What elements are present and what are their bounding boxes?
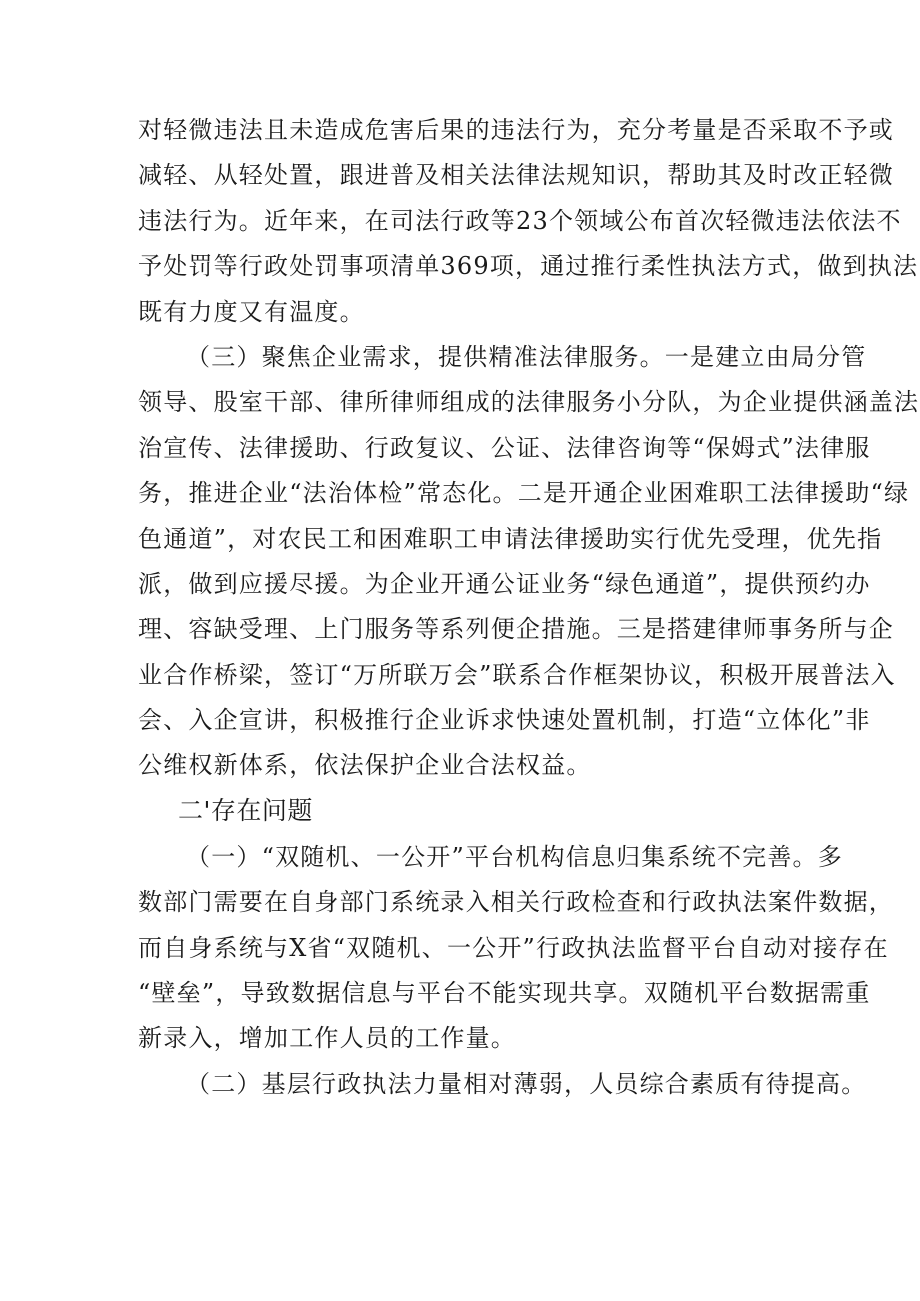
paragraph-platform-issue: [138, 839, 894, 1057]
text-line: 予处罚等行政处罚事项清单369项，通过推行柔性执法方式，做到执法: [138, 252, 919, 281]
text-line: 对轻微违法且未造成危害后果的违法行为，充分考量是否采取不予或: [138, 116, 894, 144]
text-line: 务，推进企业“法治体检”常态化。二是开通企业困难职工法律援助“绿: [138, 479, 910, 508]
text-line: 新录入，增加工作人员的工作量。: [138, 1024, 516, 1053]
text-line: 而自身系统与X省“双随机、一公开”行政执法监督平台自动对接存在: [138, 933, 889, 962]
text-line: 色通道”，对农民工和困难职工申请法律援助实行优先受理，优先指: [138, 524, 883, 553]
text-line: 会、入企宣讲，积极推行企业诉求快速处置机制，打造“立体化”非: [138, 706, 871, 735]
text-line: “壁垒”，导致数据信息与平台不能实现共享。双随机平台数据需重: [138, 979, 871, 1008]
text-line: 数部门需要在自身部门系统录入相关行政检查和行政执法案件数据，: [138, 888, 894, 917]
text-line: 治宣传、法律援助、行政复议、公证、法律咨询等“保姆式”法律服: [138, 433, 871, 462]
text-line: 领导、股室干部、律所律师组成的法律服务小分队，为企业提供涵盖法: [138, 388, 920, 417]
text-line: （三）聚焦企业需求，提供精准法律服务。一是建立由局分管: [186, 342, 867, 371]
paragraph-grassroots-issue: [138, 1066, 867, 1102]
section-heading: 二'存在问题: [178, 795, 313, 825]
paragraph-legal-services: [138, 339, 920, 784]
text-line: 违法行为。近年来，在司法行政等23个领域公布首次轻微违法依法不: [138, 206, 902, 235]
document-page: [138, 112, 920, 1111]
text-line: （一）“双随机、一公开”平台机构信息归集系统不完善。多: [186, 842, 843, 871]
text-line: 减轻、从轻处置，跟进普及相关法律法规知识，帮助其及时改正轻微: [138, 161, 894, 190]
text-line: 公维权新体系，依法保护企业合法权益。: [138, 751, 592, 780]
text-line: 业合作桥梁，签订“万所联万会”联系合作框架协议，积极开展普法入: [138, 660, 896, 689]
text-line: （二）基层行政执法力量相对薄弱，人员综合素质有待提高。: [186, 1069, 867, 1098]
paragraph-lenient-enforcement: [138, 112, 919, 330]
text-line: 派，做到应援尽援。为企业开通公证业务“绿色通道”，提供预约办: [138, 569, 871, 598]
text-line: 理、容缺受理、上门服务等系列便企措施。三是搭建律师事务所与企: [138, 615, 894, 644]
text-line: 既有力度又有温度。: [138, 297, 365, 326]
